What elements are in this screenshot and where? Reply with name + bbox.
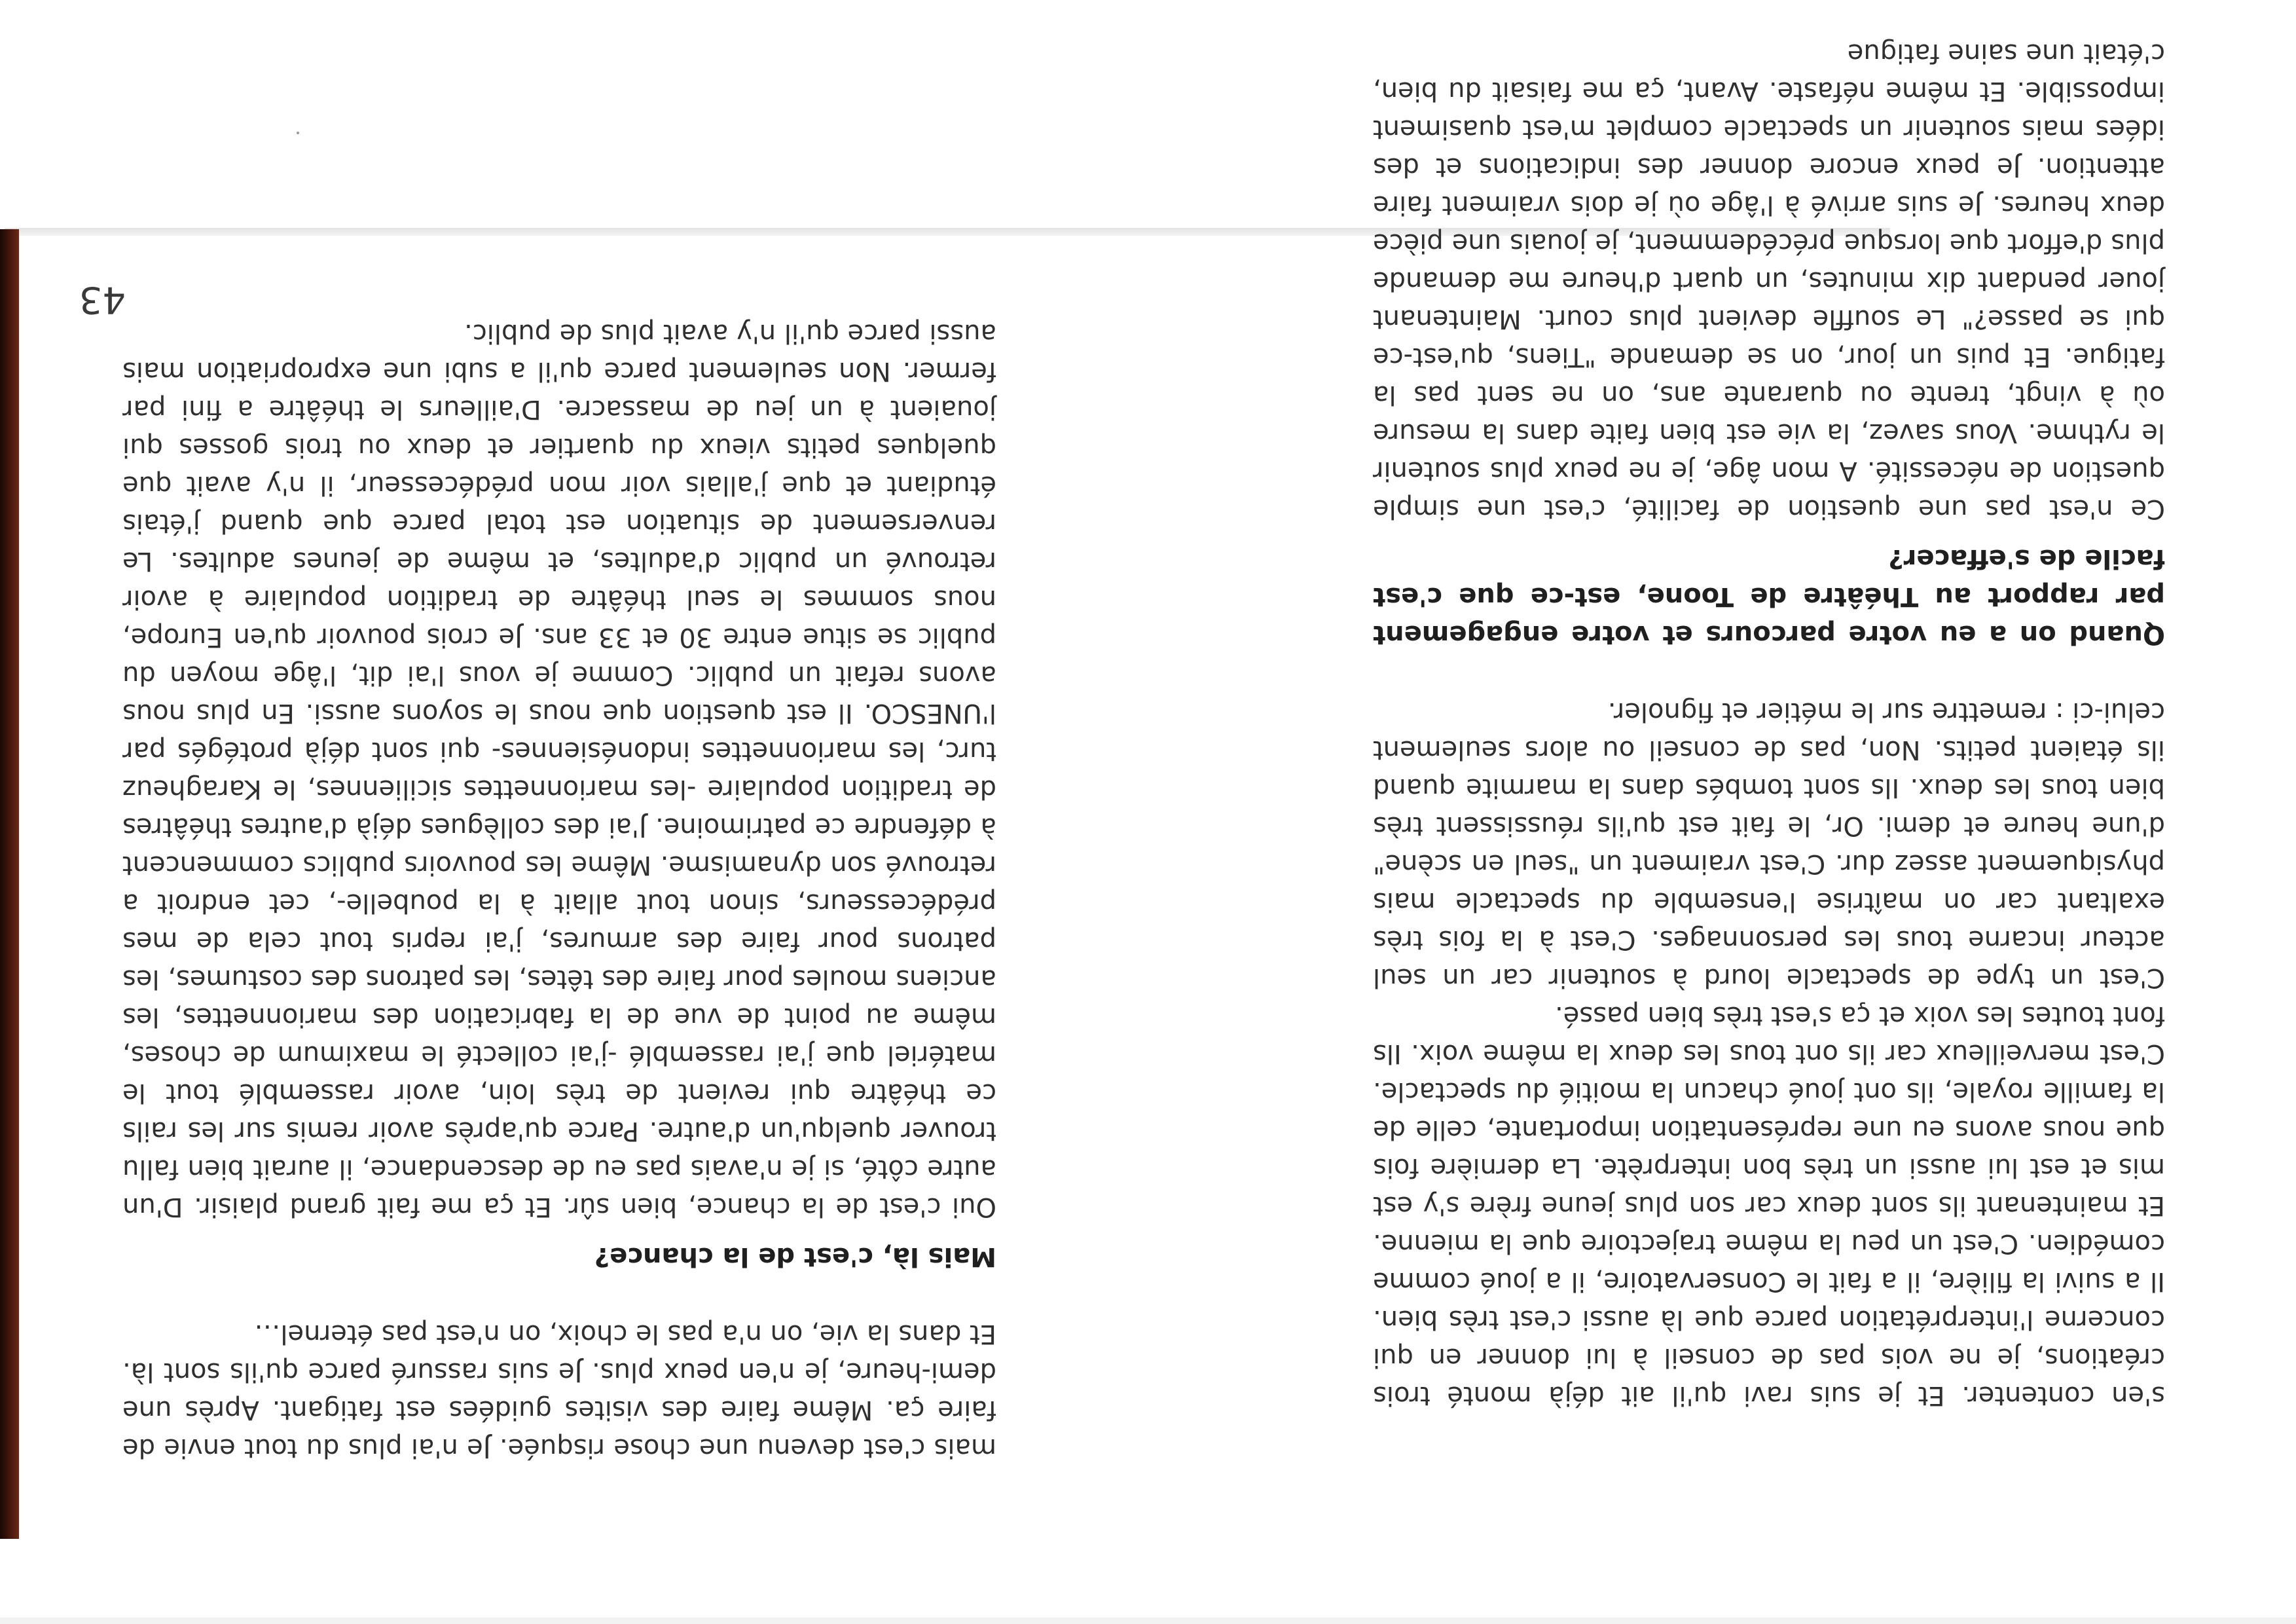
text-column-right — [122, 314, 996, 1467]
page-number: 43 — [79, 278, 126, 321]
book-binding-strip — [0, 229, 19, 1539]
interview-answer: Ce n'est pas une question de facilité, c'est une simple question de nécessité. A mon âge, je ne peux plus soutenir le rythme. Vous savez, la vie est bien faite dans la mesure où à vingt, trente ou quarante ans, on ne sent pas la fatigue. Et puis un jour, on se demande "Tiens, qu'est-ce qui se passe?" Le souffle devient plus court. Maintenant jouer pendant dix minutes, un quart d'heure me demande plus d'effort que lorsque précédemment, je jouais une pièce deux heures. Je suis arrivé à l'âge où je dois vraiment faire attention. Je peux encore donner des indications et des idées mais soutenir un spectacle complet m'est quasiment impossible. Et même néfaste. Avant, ça me faisait du bien, c'était une saine fatigue — [1373, 38, 2165, 524]
scan-speck — [297, 132, 299, 134]
interview-question: Quand on a eu votre parcours et votre engagement par rapport au Théâtre de Toone, est-ce que c'est facile de s'effacer? — [1373, 544, 2165, 650]
paragraph: mais c'est devenu une chose risquée. Je n'ai plus du tout envie de faire ça. Même faire des visites guidées est fatigant. Après une demi-heure, je n'en peux plus. Je suis rassuré parce qu'ils sont là. Et dans la vie, on n'a pas le choix, on n'est pas éternel… — [122, 1319, 996, 1463]
text-column-left — [1373, 34, 2165, 1414]
interview-answer: Oui c'est de la chance, bien sûr. Et ça me fait grand plaisir. D'un autre côté, si je n'avais pas eu de descendance, il aurait bien fallu trouver quelqu'un d'autre. Parce qu'après avoir remis sur les rails ce théâtre qui revient de très loin, avoir rassemblé tout le matériel que j'ai rassemblé -j'ai collecté le maximum de choses, même au point de vue de la fabrication des marionnettes, les anciens moules pour faire des têtes, les patrons des costumes, les patrons pour faire des armures, j'ai repris tout cela de mes prédécesseurs, sinon tout allait à la poubelle-, cet endroit a retrouvé son dynamisme. Même les pouvoirs publics commencent à défendre ce patrimoine. J'ai des collègues déjà d'autres théâtres de tradition populaire -les marionnettes siciliennes, le Karagheuz turc, les marionnettes indonésiennes- qui sont déjà protégés par l'UNESCO. Il est question que nous le soyons aussi. En plus nous avons refait un public. Comme je vous l'ai dit, l'âge moyen du public se situe entre 30 et 33 ans. Je crois pouvoir qu'en Europe, nous sommes le seul théâtre de tradition populaire à avoir retrouvé un public d'adultes, et même de jeunes adultes. Le renversement de situation est total parce que quand j'étais étudiant et que j'allais voir mon prédécesseur, il n'y avait que quelques petits vieux du quartier et deux ou trois gosses qui jouaient à un jeu de massacre. D'ailleurs le théâtre a fini par fermer. Non seulement parce qu'il a subi une expropriation mais aussi parce qu'il n'y avait plus de public. — [122, 318, 996, 1222]
interview-question: Mais là, c'est de la chance? — [594, 1242, 996, 1272]
scan-edge — [0, 1617, 2296, 1624]
paragraph: s'en contenter. Et je suis ravi qu'il ait déjà monté trois créations, je ne vois pas de conseil à lui donner en qui concerne l'interprétation parce que là aussi c'est très bien. Il a suivi la filière, il a fait le Conservatoire, il a joué comme comédien. C'est un peu la même trajectoire que la mienne. Et maintenant ils sont deux car son plus jeune frère s'y est mis et est lui aussi un très bon interprète. La dernière fois que nous avons eu une représentation importante, celle de la famille royale, ils ont joué chacun la moitié du spectacle. C'est merveilleux car ils ont tous les deux la même voix. Ils font toutes les voix et ça s'est très bien passé. — [1373, 1001, 2165, 1411]
paragraph: C'est un type de spectacle lourd à soutenir car un seul acteur incarne tous les personnages. C'est à la fois très exaltant car on maîtrise l'ensemble du spectacle mais physiquement assez dur. C'est vraiment un "seul en scène" d'une heure et demi. Or, le fait est qu'ils réussissent très bien tous les deux. Ils sont tombés dans la marmite quand ils étaient petits. Non, pas de conseil ou alors seulement celui-ci : remettre sur le métier et fignoler. — [1373, 697, 2165, 993]
